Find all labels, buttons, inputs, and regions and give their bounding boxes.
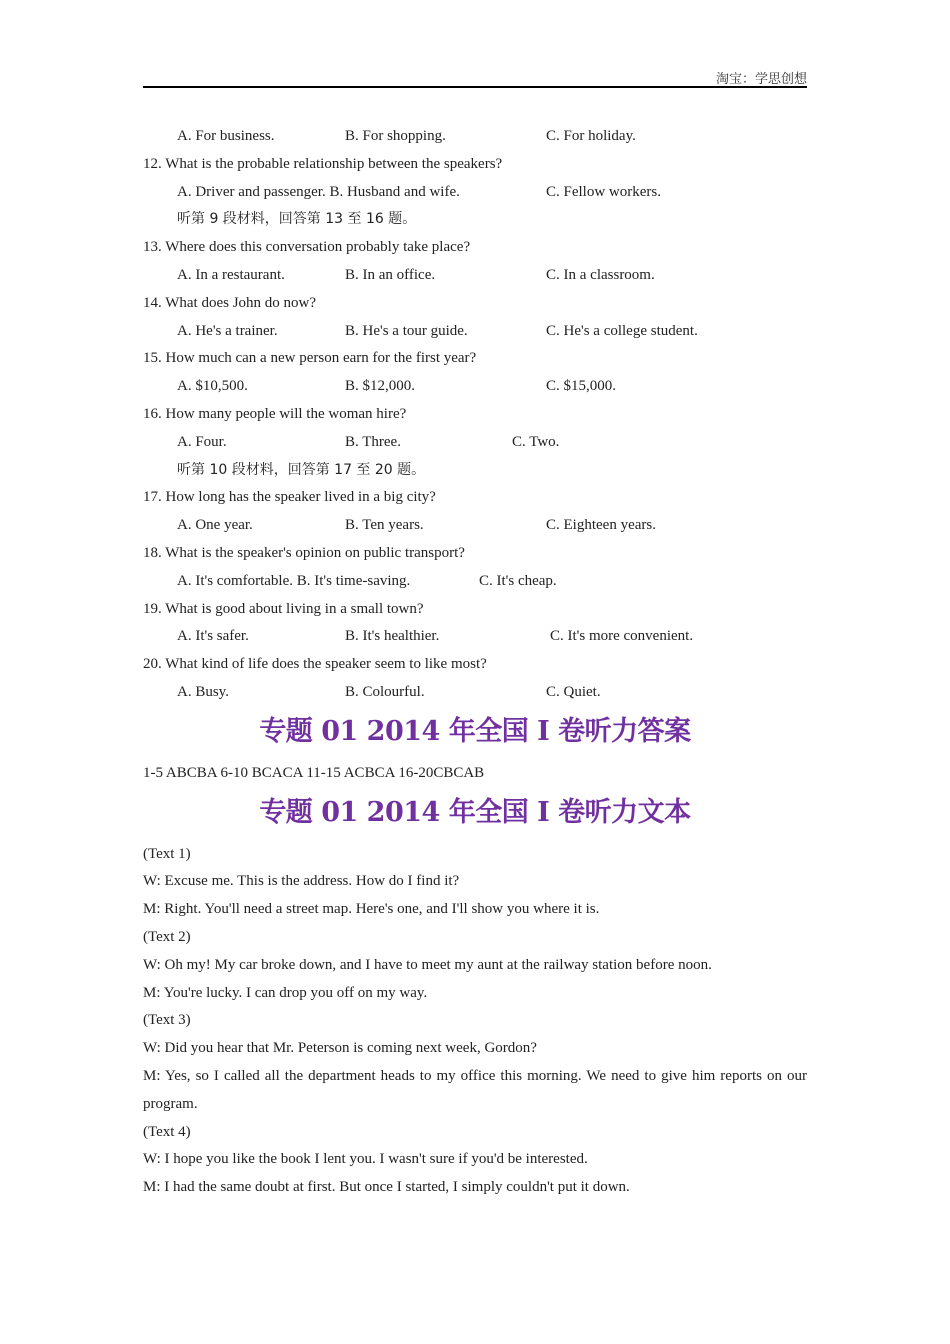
option-a: A. One year. [177, 517, 253, 534]
option-b: B. Colourful. [345, 683, 425, 700]
dialogue-line: M: Yes, so I called all the department heads to my office this morning. We need to give him reports on our program. [143, 1067, 807, 1112]
header-text: 淘宝：学思创想 [715, 72, 807, 87]
question-line: 19. What is good about living in a small town? [143, 600, 424, 617]
options-row [143, 373, 807, 401]
option-c: C. It's cheap. [479, 572, 557, 589]
instruction-line: 听第 10 段材料，回答第 17 至 20 题。 [177, 461, 426, 478]
option-c: C. Eighteen years. [546, 517, 656, 534]
option-a: A. It's safer. [177, 628, 249, 645]
question-line: 18. What is the speaker's opinion on public transport? [143, 544, 465, 561]
dialogue-line: W: I hope you like the book I lent you. I wasn't sure if you'd be interested. [143, 1151, 588, 1168]
option-b: B. In an office. [345, 266, 436, 283]
option-b: B. For shopping. [345, 128, 446, 144]
text-heading: (Text 4) [143, 1123, 191, 1140]
page-header [143, 66, 807, 88]
option-c: C. In a classroom. [546, 266, 655, 283]
options-row [143, 318, 807, 346]
question-line: 15. How much can a new person earn for the first year? [143, 350, 477, 367]
text-heading: (Text 2) [143, 928, 191, 945]
questions-section [143, 123, 807, 707]
option-b: B. Three. [345, 433, 401, 450]
dialogue-line: M: You're lucky. I can drop you off on my way. [143, 984, 428, 1001]
option-b: B. Ten years. [345, 517, 424, 534]
option-c: C. It's more convenient. [550, 628, 694, 645]
answers-text: 1-5 ABCBA 6-10 BCACA 11-15 ACBCA 16-20CBCAB [143, 764, 485, 781]
dialogue-line: M: Right. You'll need a street map. Here's one, and I'll show you where it is. [143, 901, 600, 918]
question-line: 12. What is the probable relationship between the speakers? [143, 155, 503, 172]
text-heading: (Text 3) [143, 1012, 191, 1029]
dialogue-line: W: Did you hear that Mr. Peterson is coming next week, Gordon? [143, 1040, 537, 1057]
option-a: A. It's comfortable. B. It's time-saving. [177, 572, 411, 589]
options-row [143, 679, 807, 707]
text-heading: (Text 1) [143, 845, 191, 862]
instruction-line: 听第 9 段材料，回答第 13 至 16 题。 [177, 211, 417, 228]
options-row [143, 262, 807, 290]
options-row [143, 568, 807, 596]
dialogue-line: M: I had the same doubt at first. But once I started, I simply couldn't put it down. [143, 1179, 630, 1196]
question-line: 13. Where does this conversation probably take place? [143, 239, 471, 256]
answers-title: 专题 01 2014 年全国 I 卷听力答案 [259, 715, 691, 747]
option-a: A. He's a trainer. [177, 322, 278, 339]
option-b: B. $12,000. [345, 378, 416, 395]
dialogue-line: W: Oh my! My car broke down, and I have to meet my aunt at the railway station before noon. [143, 956, 712, 973]
options-row [143, 623, 807, 651]
options-row [143, 512, 807, 540]
option-c: C. $15,000. [546, 378, 617, 395]
option-c: C. Two. [512, 433, 560, 450]
option-a: A. For business. [177, 128, 275, 144]
options-row [143, 179, 807, 207]
options-row [143, 429, 807, 457]
question-line: 16. How many people will the woman hire? [143, 405, 407, 422]
option-c: C. Fellow workers. [546, 183, 661, 200]
option-c: C. For holiday. [546, 128, 636, 144]
script-title: 专题 01 2014 年全国 I 卷听力文本 [259, 796, 691, 828]
option-a: A. $10,500. [177, 378, 248, 395]
option-c: C. He's a college student. [546, 322, 698, 339]
option-c: C. Quiet. [546, 683, 601, 700]
listening-script [143, 841, 807, 1202]
options-row [143, 123, 807, 151]
option-b: B. He's a tour guide. [345, 322, 468, 339]
dialogue-line: W: Excuse me. This is the address. How do I find it? [143, 873, 460, 890]
option-b: B. It's healthier. [345, 628, 440, 645]
option-a: A. Four. [177, 433, 227, 450]
option-a: A. Busy. [177, 683, 229, 700]
question-line: 14. What does John do now? [143, 294, 317, 311]
document-body [143, 123, 807, 1202]
option-a: A. In a restaurant. [177, 266, 285, 283]
question-line: 20. What kind of life does the speaker seem to like most? [143, 656, 487, 673]
option-a: A. Driver and passenger. B. Husband and wife. [177, 183, 460, 200]
question-line: 17. How long has the speaker lived in a big city? [143, 489, 436, 506]
